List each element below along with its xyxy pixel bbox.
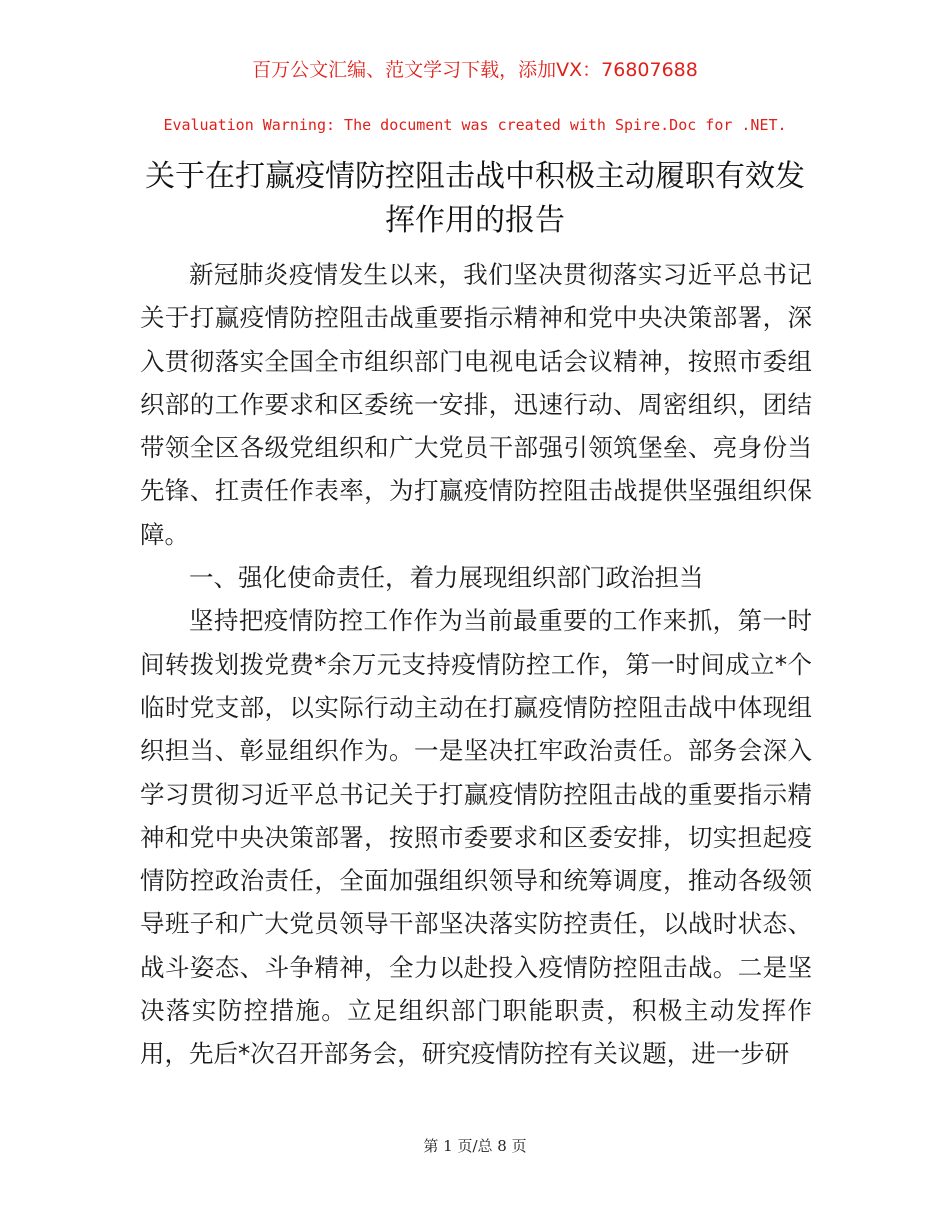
document-body — [140, 253, 812, 1076]
page-number: 第 1 页/总 8 页 — [423, 1137, 527, 1155]
header-ad-text: 百万公文汇编、范文学习下载，添加VX：76807688 — [252, 59, 698, 81]
section-heading-1: 一、强化使命责任，着力展现组织部门政治担当 — [189, 563, 704, 593]
paragraph-section-1: 坚持把疫情防控工作作为当前最重要的工作来抓，第一时间转拨划拨党费*余万元支持疫情防控工作，第一时间成立*个临时党支部，以实际行动主动在打赢疫情防控阻击战中体现组织担当、彰显组织作为。一是坚决扛牢政治责任。部务会深入学习贯彻习近平总书记关于打赢疫情防控阻击战的重要指示精神和党中央决策部署，按照市委要求和区委安排，切实担起疫情防控政治责任，全面加强组织领导和统筹调度，推动各级领导班子和广大党员领导干部坚决落实防控责任，以战时状态、战斗姿态、斗争精神，全力以赴投入疫情防控阻击战。二是坚决落实防控措施。立足组织部门职能职责，积极主动发挥作用，先后*次召开部务会，研究疫情防控有关议题，进一步研 — [140, 606, 812, 1069]
document-title: 关于在打赢疫情防控阻击战中积极主动履职有效发挥作用的报告 — [145, 159, 805, 238]
paragraph-intro: 新冠肺炎疫情发生以来，我们坚决贯彻落实习近平总书记关于打赢疫情防控阻击战重要指示精神和党中央决策部署，深入贯彻落实全国全市组织部门电视电话会议精神，按照市委组织部的工作要求和区委统一安排，迅速行动、周密组织，团结带领全区各级党组织和广大党员干部强引领筑堡垒、亮身份当先锋、扛责任作表率，为打赢疫情防控阻击战提供坚强组织保障。 — [140, 260, 812, 549]
evaluation-warning: Evaluation Warning: The document was created with Spire.Doc for .NET. — [163, 116, 787, 134]
